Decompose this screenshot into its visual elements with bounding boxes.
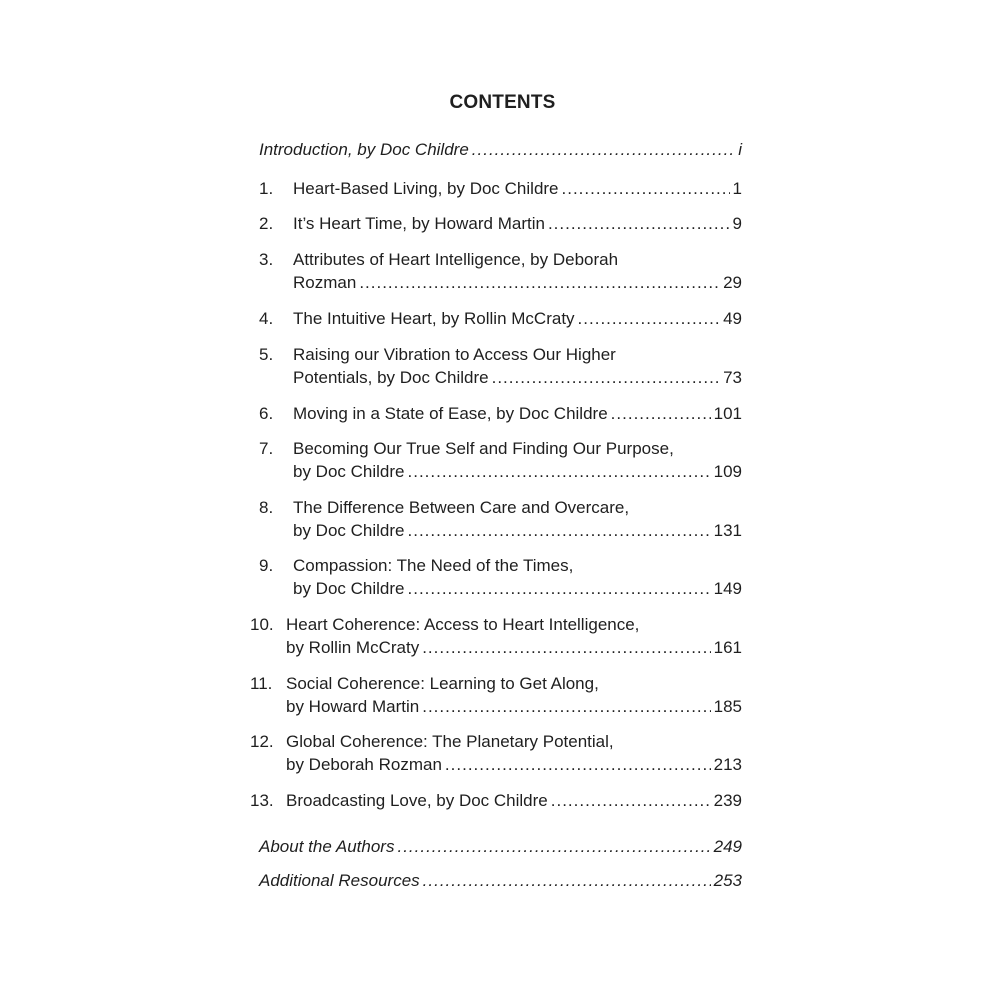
dot-leader	[408, 577, 711, 600]
toc-page-number: 149	[713, 579, 742, 598]
toc-entry-introduction[interactable]	[250, 138, 742, 161]
toc-page-number: 109	[713, 462, 742, 481]
toc-page-number: 101	[713, 404, 742, 423]
toc-entry-text-continued: Potentials, by Doc Childre	[293, 368, 489, 387]
dot-leader	[445, 753, 711, 776]
toc-page-number: 239	[713, 791, 742, 810]
toc-entry-text: About the Authors	[259, 837, 395, 856]
toc-page-number: 1	[732, 179, 742, 198]
toc-entry-chapter-10[interactable]	[250, 613, 742, 659]
dot-leader	[423, 869, 711, 892]
chapter-number: 11.	[250, 674, 273, 693]
chapter-number: 1.	[259, 179, 274, 198]
toc-entry-text: The Intuitive Heart, by Rollin McCraty	[293, 309, 575, 328]
toc-entry-chapter-7[interactable]	[250, 437, 742, 483]
page-title: CONTENTS	[449, 92, 556, 113]
toc-page-number: 185	[713, 697, 742, 716]
toc-entry-chapter-11[interactable]	[250, 672, 742, 718]
toc-entry-text-continued: Rozman	[293, 273, 357, 292]
toc-entry-text: Attributes of Heart Intelligence, by Deborah	[293, 250, 619, 269]
dot-leader	[472, 138, 735, 161]
dot-leader	[359, 271, 720, 294]
chapter-number: 10.	[250, 615, 274, 634]
chapter-number: 8.	[259, 498, 274, 517]
toc-entry-text-continued: by Howard Martin	[286, 697, 420, 716]
toc-page-number: 249	[713, 837, 742, 856]
dot-leader	[408, 519, 711, 542]
toc-entry-text: Heart Coherence: Access to Heart Intelligence,	[286, 615, 640, 634]
toc-entry-chapter-4[interactable]	[250, 307, 742, 330]
toc-entry-chapter-6[interactable]	[250, 402, 742, 425]
dot-leader	[562, 177, 730, 200]
toc-entry-text: Introduction, by Doc Childre	[259, 140, 469, 159]
toc-entry-chapter-13[interactable]	[250, 789, 742, 812]
toc-page-number: 73	[723, 368, 742, 387]
chapter-number: 13.	[250, 791, 274, 810]
toc-entry-chapter-5[interactable]	[250, 343, 742, 389]
toc-entry-about-the-authors[interactable]	[250, 835, 742, 858]
toc-entry-text-continued: by Rollin McCraty	[286, 638, 420, 657]
toc-entry-additional-resources[interactable]	[250, 869, 742, 892]
dot-leader	[397, 835, 710, 858]
toc-entry-chapter-8[interactable]	[250, 496, 742, 542]
toc-entry-text-continued: by Doc Childre	[293, 521, 405, 540]
chapter-number: 5.	[259, 345, 274, 364]
toc-entry-text: Becoming Our True Self and Finding Our Purpose,	[293, 439, 674, 458]
chapter-number: 2.	[259, 214, 274, 233]
toc-entry-text: Social Coherence: Learning to Get Along,	[286, 674, 599, 693]
chapter-number: 6.	[259, 404, 274, 423]
toc-page-number: 49	[723, 309, 742, 328]
toc-page-number: i	[738, 140, 742, 159]
dot-leader	[422, 636, 710, 659]
dot-leader	[611, 402, 711, 425]
toc-page-number: 29	[723, 273, 742, 292]
toc-entry-text: Heart-Based Living, by Doc Childre	[293, 179, 559, 198]
toc-entry-chapter-12[interactable]	[250, 730, 742, 776]
toc-entry-chapter-9[interactable]	[250, 554, 742, 600]
toc-entry-chapter-2[interactable]	[250, 212, 742, 235]
dot-leader	[548, 212, 730, 235]
chapter-number: 9.	[259, 556, 274, 575]
toc-page-number: 253	[713, 871, 742, 890]
toc-entry-chapter-3[interactable]	[250, 248, 742, 294]
toc-page-number: 213	[713, 755, 742, 774]
toc-entry-text: It’s Heart Time, by Howard Martin	[293, 214, 545, 233]
toc-entry-text-continued: by Doc Childre	[293, 579, 405, 598]
dot-leader	[408, 460, 711, 483]
dot-leader	[551, 789, 711, 812]
toc-entry-text: Raising our Vibration to Access Our Higher	[293, 345, 616, 364]
toc-entry-text: The Difference Between Care and Overcare,	[293, 498, 630, 517]
toc-entry-chapter-1[interactable]	[250, 177, 742, 200]
toc-entry-text: Additional Resources	[259, 871, 420, 890]
toc-entry-text: Compassion: The Need of the Times,	[293, 556, 574, 575]
chapter-number: 7.	[259, 439, 274, 458]
toc-entry-text: Broadcasting Love, by Doc Childre	[286, 791, 548, 810]
toc-entry-text: Global Coherence: The Planetary Potential,	[286, 732, 614, 751]
toc-page-number: 131	[713, 521, 742, 540]
dot-leader	[422, 695, 710, 718]
dot-leader	[492, 366, 720, 389]
chapter-number: 4.	[259, 309, 274, 328]
chapter-number: 3.	[259, 250, 274, 269]
toc-entry-text-continued: by Doc Childre	[293, 462, 405, 481]
chapter-number: 12.	[250, 732, 274, 751]
toc-entry-text: Moving in a State of Ease, by Doc Childre	[293, 404, 608, 423]
dot-leader	[578, 307, 721, 330]
toc-page-number: 9	[732, 214, 742, 233]
toc-entry-text-continued: by Deborah Rozman	[286, 755, 442, 774]
toc-page-number: 161	[713, 638, 742, 657]
